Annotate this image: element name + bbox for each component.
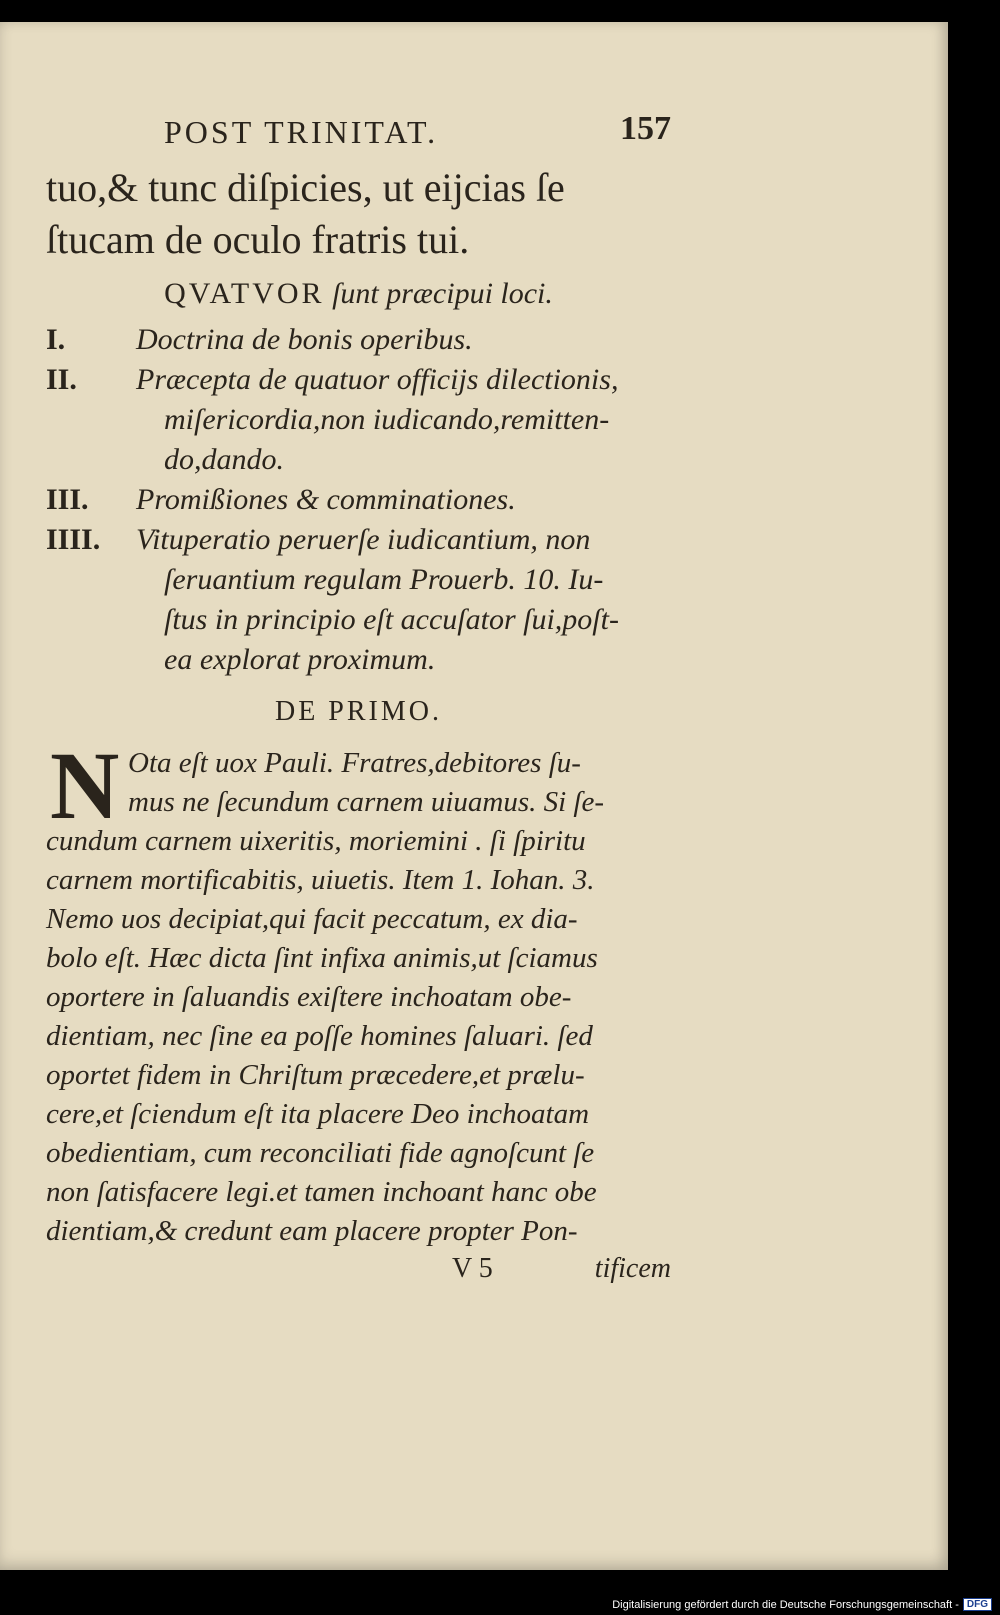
page-content [46, 110, 671, 1295]
intro-line: tuo,& tunc diſpicies, ut eijcias ſe [46, 165, 565, 210]
locus-item [46, 360, 671, 480]
locus-item [46, 480, 671, 520]
drop-cap: N [50, 732, 120, 839]
locus-line: ſtus in principio eſt accuſator ſui,poſt- [164, 603, 619, 636]
body-line: cere,et ſciendum eſt ita placere Deo inchoatam [46, 1098, 590, 1130]
locus-item [46, 320, 671, 360]
locus-number: II. [46, 363, 77, 396]
locus-line: Præcepta de quatuor officijs dilectionis, [136, 363, 619, 396]
locus-line: miſericordia,non iudicando,remitten- [164, 403, 610, 436]
catchline [46, 1253, 671, 1295]
locus-line: do,dando. [164, 443, 284, 476]
running-title: POST TRINITAT. [164, 114, 439, 150]
locus-number: IIII. [46, 523, 101, 556]
section-heading [46, 272, 671, 316]
catchword: tificem [594, 1253, 671, 1284]
heading-caps: QVATVOR [164, 277, 325, 310]
running-head [46, 110, 671, 162]
locus-line: Doctrina de bonis operibus. [136, 323, 473, 356]
body-line: cundum carnem uixeritis, moriemini . ſi ſpiritu [46, 825, 586, 857]
intro-line: ſtucam de oculo fratris tui. [46, 217, 470, 262]
body-text [46, 732, 671, 1251]
page-number: 157 [620, 110, 671, 147]
locus-number: III. [46, 483, 89, 516]
locus-line: ea explorat proximum. [164, 643, 436, 676]
heading-italic: ſunt præcipui loci. [332, 277, 553, 310]
signature-mark: V 5 [452, 1253, 493, 1284]
body-line: oportere in ſaluandis exiſtere inchoatam obe- [46, 981, 572, 1013]
loci-list [46, 320, 671, 680]
body-line: obedientiam, cum reconciliati fide agnoſcunt ſe [46, 1137, 595, 1169]
body-line: non ſatisfacere legi.et tamen inchoant hanc obe [46, 1176, 597, 1208]
locus-item [46, 520, 671, 680]
body-line: bolo eſt. Hæc dicta ſint infixa animis,ut ſciamus [46, 942, 598, 974]
locus-line: ſeruantium regulam Prouerb. 10. Iu- [164, 563, 604, 596]
body-line: Nemo uos decipiat,qui facit peccatum, ex dia- [46, 903, 578, 935]
book-page [0, 22, 948, 1570]
body-line: Ota eſt uox Pauli. Fratres,debitores ſu- [128, 747, 581, 779]
footer-text: Digitalisierung gefördert durch die Deutsche Forschungsgemeinschaft - [612, 1598, 959, 1611]
body-line: oportet fidem in Chriſtum præcedere,et prælu- [46, 1059, 585, 1091]
subheading: DE PRIMO. [274, 696, 442, 727]
body-line: mus ne ſecundum carnem uiuamus. Si ſe- [128, 786, 604, 818]
locus-line: Promißiones & comminationes. [136, 483, 516, 516]
body-line: dientiam, nec ſine ea poſſe homines ſaluari. ſed [46, 1020, 593, 1052]
dfg-logo-icon: DFG [963, 1598, 992, 1611]
body-line: dientiam,& credunt eam placere propter Pon- [46, 1215, 578, 1247]
digitization-footer [612, 1598, 992, 1611]
locus-number: I. [46, 323, 66, 356]
locus-line: Vituperatio peruerſe iudicantium, non [136, 523, 591, 556]
body-line: carnem mortificabitis, uiuetis. Item 1. Iohan. 3. [46, 864, 595, 896]
